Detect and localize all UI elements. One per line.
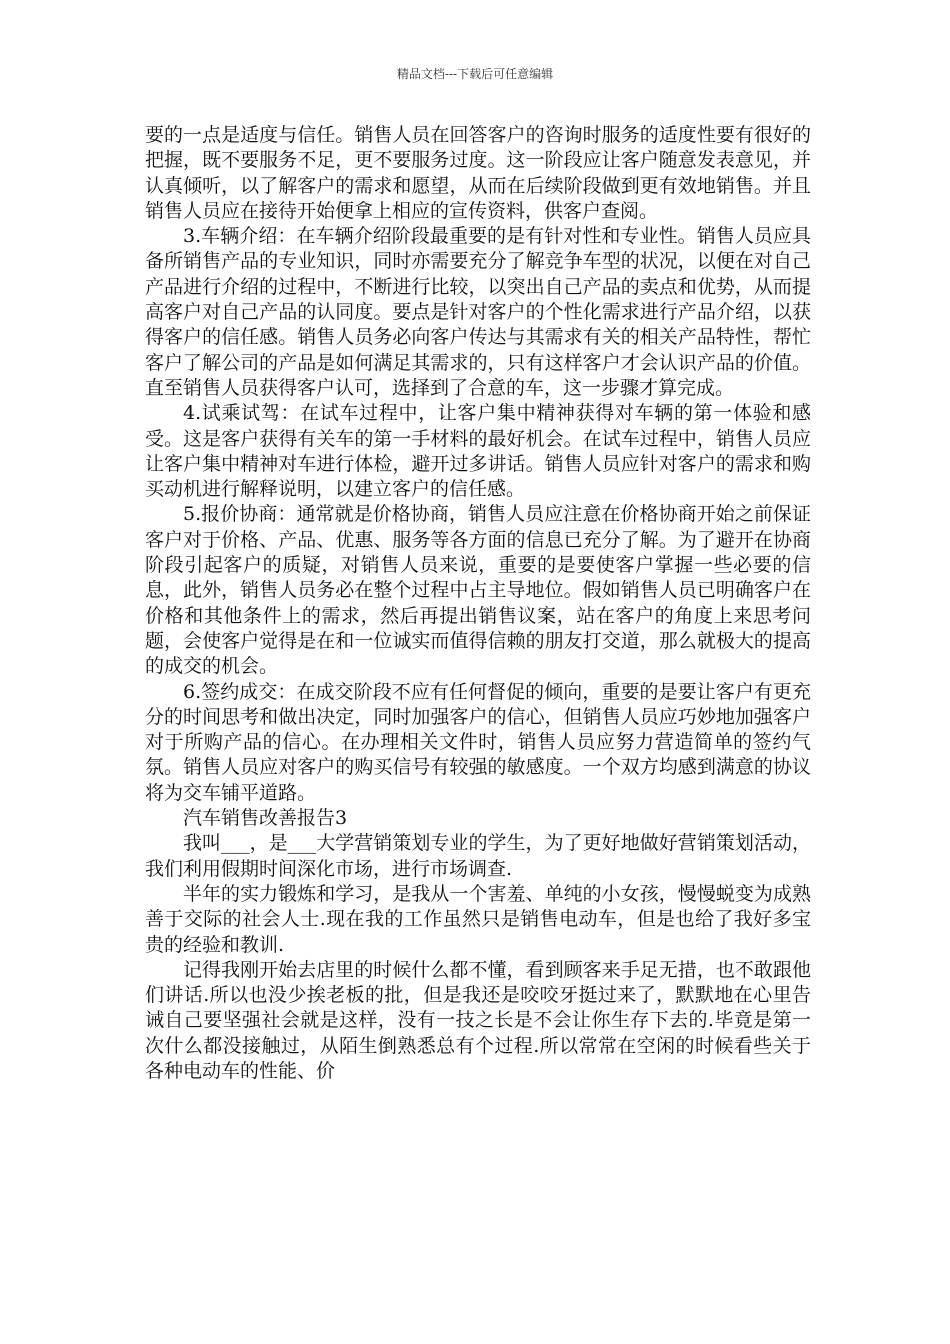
paragraph-self-introduction: 我叫___，是___大学营销策划专业的学生，为了更好地做好营销策划活动，我们利用假期时间深化市场，进行市场调查. (145, 832, 811, 880)
page-header: 精品文档---下载后可任意编辑 (396, 67, 554, 81)
paragraph-continuation: 要的一点是适度与信任。销售人员在回答客户的咨询时服务的适度性要有很好的把握，既不要服务不足，更不要服务过度。这一阶段应让客户随意发表意见，并认真倾听，以了解客户的需求和愿望，从而在后续阶段做到更有效地销售。并且销售人员应在接待开始便拿上相应的宣传资料，供客户查阅。 (145, 124, 811, 222)
paragraph-half-year-growth: 半年的实力锻炼和学习，是我从一个害羞、单纯的小女孩，慢慢蜕变为成熟善于交际的社会人士.现在我的工作虽然只是销售电动车，但是也给了我好多宝贵的经验和教训. (145, 882, 811, 956)
paragraph-price-negotiation: 5.报价协商：通常就是价格协商，销售人员应注意在价格协商开始之前保证客户对于价格、产品、优惠、服务等各方面的信息已充分了解。为了避开在协商阶段引起客户的质疑，对销售人员来说，重要的是要使客户掌握一些必要的信息，此外，销售人员务必在整个过程中占主导地位。假如销售人员已明确客户在价格和其他条件上的需求，然后再提出销售议案，站在客户的角度上来思考问题，会使客户觉得是在和一位诚实而值得信赖的朋友打交道，那么就极大的提高的成交的机会。 (145, 503, 811, 678)
document-body (145, 123, 811, 1084)
paragraph-early-experience: 记得我刚开始去店里的时候什么都不懂，看到顾客来手足无措，也不敢跟他们讲话.所以也没少挨老板的批，但是我还是咬咬牙挺过来了，默默地在心里告诫自己要坚强社会就是这样，没有一技之长是不会让你生存下去的.毕竟是第一次什么都没接触过，从陌生倒熟悉总有个过程.所以常常在空闲的时候看些关于各种电动车的性能、价 (145, 958, 811, 1082)
section-heading-report-3: 汽车销售改善报告3 (183, 807, 348, 830)
paragraph-vehicle-introduction: 3.车辆介绍：在车辆介绍阶段最重要的是有针对性和专业性。销售人员应具备所销售产品的专业知识，同时亦需要充分了解竞争车型的状况，以便在对自己产品进行介绍的过程中，不断进行比较，以突出自己产品的卖点和优势，从而提高客户对自己产品的认同度。要点是针对客户的个性化需求进行产品介绍，以获得客户的信任感。销售人员务必向客户传达与其需求有关的相关产品特性，帮忙客户了解公司的产品是如何满足其需求的，只有这样客户才会认识产品的价值。直至销售人员获得客户认可，选择到了合意的车，这一步骤才算完成。 (145, 225, 811, 399)
paragraph-contract-signing: 6.签约成交：在成交阶段不应有任何督促的倾向，重要的是要让客户有更充分的时间思考和做出决定，同时加强客户的信心，但销售人员应巧妙地加强客户对于所购产品的信心。在办理相关文件时，销售人员应努力营造简单的签约气氛。销售人员应对客户的购买信号有较强的敏感度。一个双方均感到满意的协议将为交车铺平道路。 (145, 680, 811, 804)
paragraph-test-drive: 4.试乘试驾：在试车过程中，让客户集中精神获得对车辆的第一体验和感受。这是客户获得有关车的第一手材料的最好机会。在试车过程中，销售人员应让客户集中精神对车进行体检，避开过多讲话。销售人员应针对客户的需求和购买动机进行解释说明，以建立客户的信任感。 (145, 402, 811, 501)
